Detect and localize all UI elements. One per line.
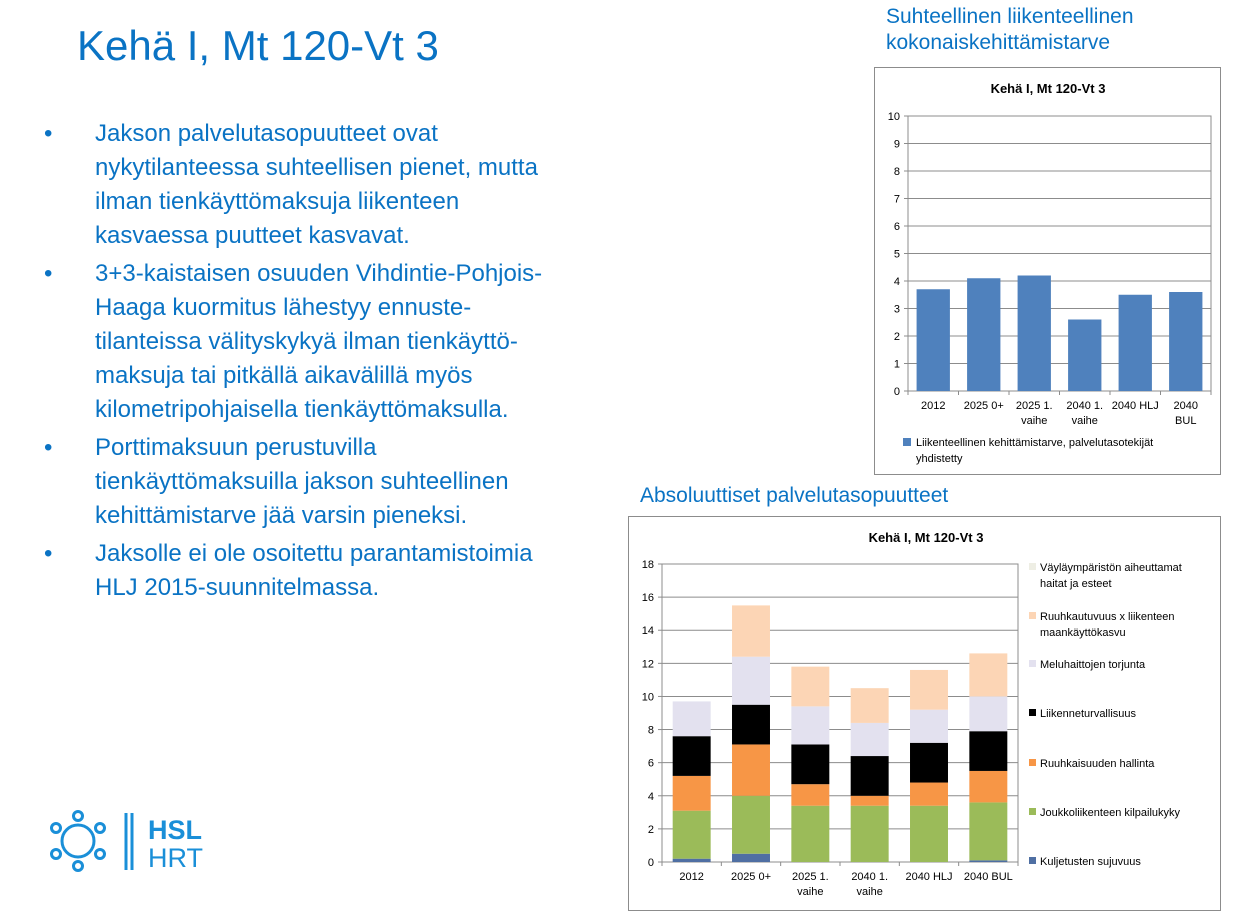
bullet-text-line: HLJ 2015-suunnitelmassa. xyxy=(95,574,380,601)
y-tick-label: 9 xyxy=(893,138,900,151)
y-tick-label: 0 xyxy=(647,857,654,869)
bullet-marker: • xyxy=(44,260,53,287)
legend-label: Ruuhkautuvuus x liikenteen xyxy=(1040,611,1175,623)
legend-swatch xyxy=(1029,612,1036,619)
y-tick-label: 18 xyxy=(641,559,654,571)
legend-swatch xyxy=(1029,857,1036,864)
bar xyxy=(969,771,1007,802)
x-tick-label: vaihe xyxy=(856,886,883,898)
legend-label: Liikenneturvallisuus xyxy=(1040,708,1136,720)
bullet-text-line: 3+3-kaistaisen osuuden Vihdintie-Pohjois- xyxy=(95,260,543,287)
x-tick-label: 2040 xyxy=(1173,400,1198,412)
bar xyxy=(969,802,1007,860)
bar xyxy=(851,688,889,723)
x-tick-label: 2025 1. xyxy=(791,871,829,883)
bullet-text-line: Haaga kuormitus lähestyy ennuste- xyxy=(95,294,472,321)
bullet-item xyxy=(40,257,625,427)
bar xyxy=(910,806,948,862)
bullet-marker: • xyxy=(44,120,53,147)
relative-heading-line-1: Suhteellinen liikenteellinen xyxy=(886,5,1134,28)
y-tick-label: 4 xyxy=(893,276,900,288)
y-tick-label: 16 xyxy=(641,592,654,605)
bullet-marker: • xyxy=(44,434,53,461)
bar xyxy=(910,670,948,710)
y-tick-label: 2 xyxy=(647,823,654,836)
bar xyxy=(910,783,948,806)
bullet-item xyxy=(40,431,625,533)
bar xyxy=(732,705,770,745)
bar xyxy=(732,854,770,862)
y-tick-label: 8 xyxy=(893,166,900,178)
bar xyxy=(673,776,711,811)
hsl-logo xyxy=(50,808,220,879)
x-tick-label: 2040 BUL xyxy=(963,871,1013,883)
bar xyxy=(732,657,770,705)
bar xyxy=(791,667,829,707)
legend-label: Meluhaittojen torjunta xyxy=(1040,659,1146,671)
bullet-item xyxy=(40,537,625,605)
bar xyxy=(851,756,889,796)
bar xyxy=(851,796,889,806)
x-tick-label: 2040 HLJ xyxy=(1111,400,1159,412)
bar xyxy=(969,731,1007,771)
absolute-chart-heading: Absoluuttiset palvelutasopuutteet xyxy=(640,484,949,507)
bar xyxy=(1018,276,1051,392)
y-tick-label: 2 xyxy=(893,331,900,343)
x-tick-label: vaihe xyxy=(1071,415,1098,427)
x-tick-label: vaihe xyxy=(797,886,824,898)
x-tick-label: 2025 0+ xyxy=(730,871,772,883)
x-tick-label: BUL xyxy=(1175,415,1197,427)
bullet-text-line: Jakson palvelutasopuutteet ovat xyxy=(95,120,438,147)
legend-label: maankäyttökasvu xyxy=(1040,627,1126,639)
logo-text-hsl: HSL xyxy=(148,815,202,845)
legend-label: haitat ja esteet xyxy=(1040,578,1112,590)
bullet-text-line: ilman tienkäyttömaksuja liikenteen xyxy=(95,188,460,215)
legend-swatch xyxy=(1029,563,1036,570)
relative-chart-heading xyxy=(886,4,1134,56)
y-tick-label: 6 xyxy=(893,221,900,233)
bar xyxy=(851,723,889,756)
bar xyxy=(969,653,1007,696)
legend-label: Väyläympäristön aiheuttamat xyxy=(1040,562,1182,574)
bullet-text-line: kilometripohjaisella tienkäyttömaksulla. xyxy=(95,396,509,423)
legend-swatch xyxy=(1029,759,1036,766)
bar xyxy=(917,289,950,391)
bar xyxy=(910,710,948,743)
y-tick-label: 6 xyxy=(647,757,654,770)
x-tick-label: 2012 xyxy=(679,871,704,883)
y-tick-label: 10 xyxy=(887,111,900,123)
bar xyxy=(969,696,1007,731)
bar xyxy=(673,811,711,859)
y-tick-label: 7 xyxy=(893,193,900,206)
legend-label: Joukkoliikenteen kilpailukyky xyxy=(1040,807,1181,819)
bar xyxy=(969,860,1007,862)
x-tick-label: 2040 1. xyxy=(1066,400,1104,412)
y-tick-label: 3 xyxy=(893,303,900,316)
bullet-text-line: nykytilanteessa suhteellisen pienet, mutta xyxy=(95,154,538,181)
relative-chart-svg xyxy=(875,68,1220,474)
legend-label: yhdistetty xyxy=(916,453,963,465)
relative-heading-line-2: kokonaiskehittämistarve xyxy=(886,31,1111,54)
x-tick-label: 2025 1. xyxy=(1015,400,1053,412)
y-tick-label: 4 xyxy=(647,790,654,803)
bullet-item xyxy=(40,117,625,253)
y-tick-label: 1 xyxy=(893,358,900,371)
slide-title: Kehä I, Mt 120-Vt 3 xyxy=(77,22,439,69)
bullet-text-line: Jaksolle ei ole osoitettu parantamistoimia xyxy=(95,540,533,567)
absolute-chart xyxy=(628,516,1221,911)
bar xyxy=(791,806,829,862)
bullet-text-line: kehittämistarve jää varsin pieneksi. xyxy=(95,502,468,529)
legend-swatch xyxy=(1029,709,1036,716)
x-tick-label: 2012 xyxy=(921,400,946,412)
bar xyxy=(1068,320,1101,392)
logo-text-hrt: HRT xyxy=(148,843,204,873)
bullet-text-line: tienkäyttömaksuilla jakson suhteellinen xyxy=(95,468,509,495)
bullet-marker: • xyxy=(44,540,53,567)
bar xyxy=(732,744,770,795)
bar xyxy=(732,605,770,656)
legend-label: Liikenteellinen kehittämistarve, palvelutasotekijät xyxy=(916,437,1154,449)
bullet-text-line: tilanteissa välityskykyä ilman tienkäyttö- xyxy=(95,328,518,355)
y-tick-label: 8 xyxy=(647,724,654,737)
bullet-text-line: maksuja tai pitkällä aikavälillä myös xyxy=(95,362,473,389)
legend-swatch xyxy=(1029,808,1036,815)
bullet-text-line: kasvaessa puutteet kasvavat. xyxy=(95,222,410,249)
y-tick-label: 0 xyxy=(893,386,900,398)
legend-swatch xyxy=(903,438,911,446)
x-tick-label: 2040 1. xyxy=(851,871,889,883)
relative-chart xyxy=(874,67,1221,475)
x-tick-label: vaihe xyxy=(1021,415,1048,427)
bar xyxy=(673,701,711,736)
legend-swatch xyxy=(1029,660,1036,667)
bar xyxy=(673,859,711,862)
bar xyxy=(791,744,829,784)
x-tick-label: 2025 0+ xyxy=(963,400,1004,412)
bar xyxy=(1169,292,1202,391)
x-tick-label: 2040 HLJ xyxy=(905,871,953,883)
bar xyxy=(1119,295,1152,391)
chart-title: Kehä I, Mt 120-Vt 3 xyxy=(868,530,984,545)
legend-label: Kuljetusten sujuvuus xyxy=(1040,856,1141,868)
y-tick-label: 5 xyxy=(893,248,900,261)
legend-label: Ruuhkaisuuden hallinta xyxy=(1040,758,1155,770)
y-tick-label: 12 xyxy=(641,658,654,671)
bar xyxy=(791,706,829,744)
y-tick-label: 14 xyxy=(641,625,654,638)
bar xyxy=(910,743,948,783)
absolute-chart-svg xyxy=(629,517,1220,910)
bar xyxy=(673,736,711,776)
bar xyxy=(851,806,889,862)
bullet-text-line: Porttimaksuun perustuvilla xyxy=(95,434,377,461)
bar xyxy=(967,278,1000,391)
y-tick-label: 10 xyxy=(641,691,654,704)
chart-title: Kehä I, Mt 120-Vt 3 xyxy=(990,81,1106,96)
plot-area xyxy=(662,564,1018,862)
bullet-list xyxy=(40,117,625,609)
hsl-logo-icon xyxy=(50,808,220,874)
bar xyxy=(732,796,770,854)
bar xyxy=(791,784,829,806)
